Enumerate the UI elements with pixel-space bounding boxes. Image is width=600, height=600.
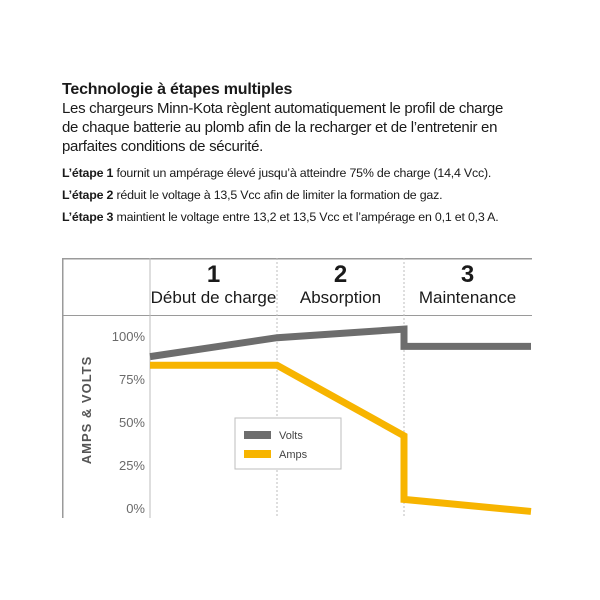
legend-swatch-volts [244, 431, 271, 439]
legend-swatch-amps [244, 450, 271, 458]
y-tick-label: 75% [118, 372, 145, 387]
series-line-volts [150, 329, 531, 357]
legend [235, 418, 341, 469]
y-axis-label: AMPS & VOLTS [79, 355, 94, 465]
y-tick-label: 50% [118, 415, 145, 430]
intro-line: Les chargeurs Minn-Kota règlent automatiquement le profil de charge [62, 100, 503, 117]
stage-layer [150, 258, 516, 518]
step-1-label: L’étape 1 [62, 166, 114, 180]
step-3-text: maintient le voltage entre 13,2 et 13,5 Vcc et l’ampérage en 0,1 et 0,3 A. [113, 210, 499, 224]
stage-name-1: Début de charge [150, 288, 277, 307]
step-3-label: L’étape 3 [62, 210, 114, 224]
y-tick-label: 100% [111, 329, 145, 344]
y-tick-label: 25% [118, 458, 145, 473]
stage-name-3: Maintenance [418, 288, 517, 307]
stage-number-3: 3 [460, 261, 475, 288]
legend-label-amps: Amps [279, 449, 308, 461]
stage-number-2: 2 [333, 261, 348, 288]
stage-number-1: 1 [206, 261, 221, 288]
section-heading: Technologie à étapes multiples [62, 81, 293, 98]
legend-label-volts: Volts [279, 430, 303, 442]
y-tick-label: 0% [126, 501, 145, 516]
intro-line: parfaites conditions de sécurité. [62, 138, 264, 155]
tick-layer [112, 329, 146, 516]
intro-line: de chaque batterie au plomb afin de la recharger et de l’entretenir en [62, 119, 498, 136]
step-2-label: L’étape 2 [62, 188, 114, 202]
step-1-text: fournit un ampérage élevé jusqu’à atteindre 75% de charge (14,4 Vcc). [113, 166, 492, 180]
legend-box [235, 418, 341, 469]
stage-name-2: Absorption [299, 288, 382, 307]
step-2-text: réduit le voltage à 13,5 Vcc afin de limiter la formation de gaz. [113, 188, 443, 202]
